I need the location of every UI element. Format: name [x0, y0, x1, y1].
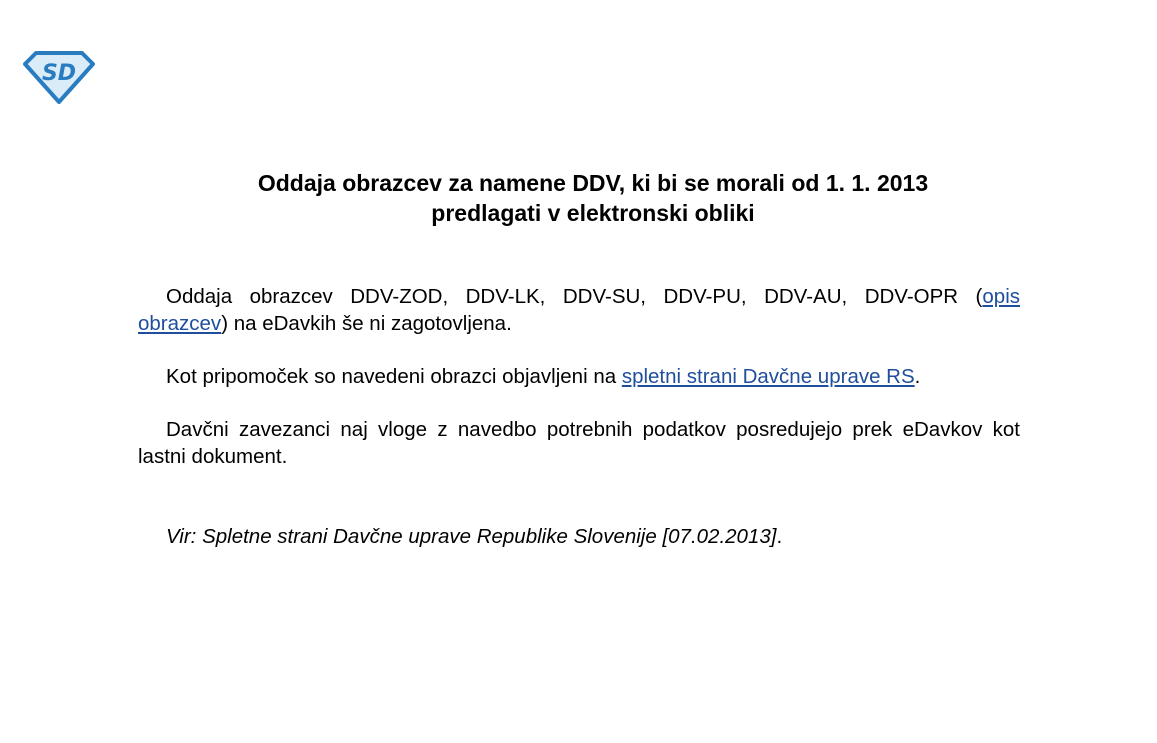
title-line-2: predlagati v elektronski obliki — [431, 200, 755, 226]
paragraph-website — [138, 363, 1020, 390]
paragraph-website-text-after: . — [914, 365, 921, 388]
document-body — [138, 283, 1020, 550]
davcna-uprava-website-link[interactable]: spletni strani Davčne uprave RS — [621, 365, 915, 388]
opis-obrazcev-link[interactable]: opis obrazcev — [138, 285, 1020, 335]
paragraph-website-text-before: Kot pripomoček so navedeni obrazci objavljeni na — [166, 365, 622, 388]
paragraph-forms-text-before: Oddaja obrazcev DDV-ZOD, DDV-LK, DDV-SU, DDV-PU, DDV-AU, DDV-OPR ( — [166, 285, 983, 308]
paragraph-forms — [138, 283, 1020, 337]
source-citation — [138, 523, 1020, 550]
title-line-1: Oddaja obrazcev za namene DDV, ki bi se morali od 1. 1. 2013 — [257, 170, 929, 196]
sd-shield-logo-icon — [22, 50, 96, 104]
logo-text: SD — [41, 61, 77, 86]
paragraph-forms-text-after: ) na eDavkih še ni zagotovljena. — [221, 312, 512, 335]
paragraph-taxpayers: Davčni zavezanci naj vloge z navedbo potrebnih podatkov posredujejo prek eDavkov kot lastni dokument. — [138, 418, 1020, 468]
source-citation-suffix: . — [776, 525, 783, 548]
source-citation-text: Vir: Spletne strani Davčne uprave Republike Slovenije [07.02.2013] — [166, 525, 777, 548]
page-title — [138, 168, 1048, 228]
